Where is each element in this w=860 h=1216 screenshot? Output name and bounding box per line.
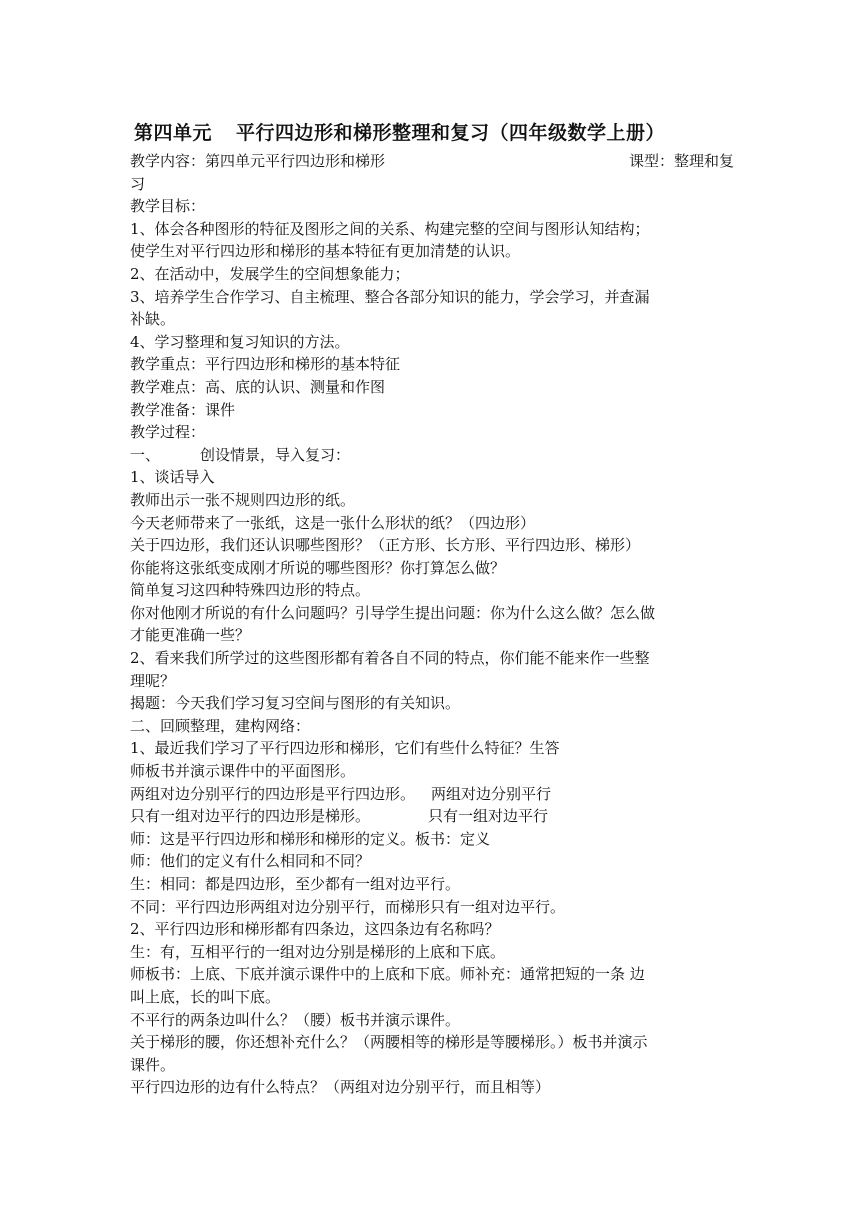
section-number: 一、: [130, 445, 161, 464]
text-line: 4、学习整理和复习知识的方法。: [130, 332, 350, 351]
text-line: 理呢？: [130, 671, 176, 690]
text-line: 才能更准确一些？: [130, 626, 251, 645]
text-line: 使学生对平行四边形和梯形的基本特征有更加清楚的认识。: [130, 242, 521, 261]
text-line: 教学重点：平行四边形和梯形的基本特征: [130, 355, 401, 374]
type-label: 课型：整理和复: [628, 152, 734, 170]
text-line: 教学目标：: [130, 197, 206, 216]
board-note-parallelogram: 两组对边分别平行: [431, 784, 552, 803]
text-line: 1、谈话导入: [130, 468, 215, 487]
text-line: 揭题：今天我们学习复习空间与图形的有关知识。: [130, 694, 461, 713]
text-line: 1、体会各种图形的特征及图形之间的关系、构建完整的空间与图形认知结构；: [130, 219, 650, 238]
text-line: 教学过程：: [130, 423, 206, 442]
text-line: 师：这是平行四边形和梯形和梯形的定义。板书：定义: [130, 829, 491, 848]
text-line: 简单复习这四种特殊四边形的特点。: [130, 581, 371, 600]
text-line: 3、培养学生合作学习、自主梳理、整合各部分知识的能力，学会学习，并查漏: [130, 287, 650, 306]
definition-line: [130, 783, 734, 806]
text-line: 不平行的两条边叫什么？（腰）板书并演示课件。: [130, 1010, 461, 1029]
definition-parallelogram: 两组对边分别平行的四边形是平行四边形。: [130, 784, 416, 803]
text-line: 教学准备：课件: [130, 400, 236, 419]
text-line: 补缺。: [130, 310, 176, 329]
text-line: 关于四边形，我们还认识哪些图形？（正方形、长方形、平行四边形、梯形）: [130, 536, 641, 555]
board-note-trapezoid: 只有一组对边平行: [428, 807, 549, 826]
header-line: [130, 150, 734, 173]
type-label-wrap: 习: [130, 174, 146, 193]
text-line: 2、在活动中，发展学生的空间想象能力；: [130, 264, 410, 283]
title-unit: 第四单元: [134, 122, 213, 144]
definition-line: [130, 805, 734, 828]
text-line: 师板书：上底、下底并演示课件中的上底和下底。师补充：通常把短的一条 边: [130, 965, 645, 984]
section-heading: [130, 444, 734, 467]
definition-trapezoid: 只有一组对边平行的四边形是梯形。: [130, 807, 371, 826]
title-topic: 平行四边形和梯形整理和复习（四年级数学上册）: [236, 122, 666, 144]
text-line: 关于梯形的腰，你还想补充什么？（两腰相等的梯形是等腰梯形。）板书并演示: [130, 1033, 648, 1052]
text-line: 师板书并演示课件中的平面图形。: [130, 762, 356, 781]
text-line: 2、平行四边形和梯形都有四条边，这四条边有名称吗？: [130, 920, 500, 939]
text-line: 生：相同：都是四边形，至少都有一组对边平行。: [130, 875, 461, 893]
text-line: 2、看来我们所学过的这些图形都有着各自不同的特点，你们能不能来作一些整: [130, 649, 650, 668]
document-body: [130, 150, 734, 1099]
text-line: 你对他刚才所说的有什么问题吗？引导学生提出问题：你为什么这么做？怎么做: [130, 603, 656, 622]
text-line: 教师出示一张不规则四边形的纸。: [130, 490, 356, 509]
text-line: 不同：平行四边形两组对边分别平行，而梯形只有一组对边平行。: [130, 897, 566, 916]
content-label: 教学内容：第四单元平行四边形和梯形: [130, 152, 386, 170]
text-line: 你能将这张纸变成刚才所说的哪些图形？你打算怎么做？: [130, 558, 506, 577]
text-line: 课件。: [130, 1055, 176, 1074]
text-line: 平行四边形的边有什么特点？（两组对边分别平行，而且相等）: [130, 1078, 551, 1097]
text-line: 二、回顾整理，建构网络：: [130, 716, 311, 735]
text-line: 今天老师带来了一张纸，这是一张什么形状的纸？（四边形）: [130, 513, 536, 532]
document-title: [134, 118, 734, 145]
section-title: 创设情景，导入复习：: [200, 445, 351, 464]
text-line: 1、最近我们学习了平行四边形和梯形，它们有些什么特征？生答: [130, 739, 560, 758]
text-line: 生：有，互相平行的一组对边分别是梯形的上底和下底。: [130, 942, 506, 961]
text-line: 教学难点：高、底的认识、测量和作图: [130, 377, 386, 396]
text-line: 叫上底，长的叫下底。: [130, 987, 281, 1006]
text-line: 师：他们的定义有什么相同和不同？: [130, 852, 371, 871]
